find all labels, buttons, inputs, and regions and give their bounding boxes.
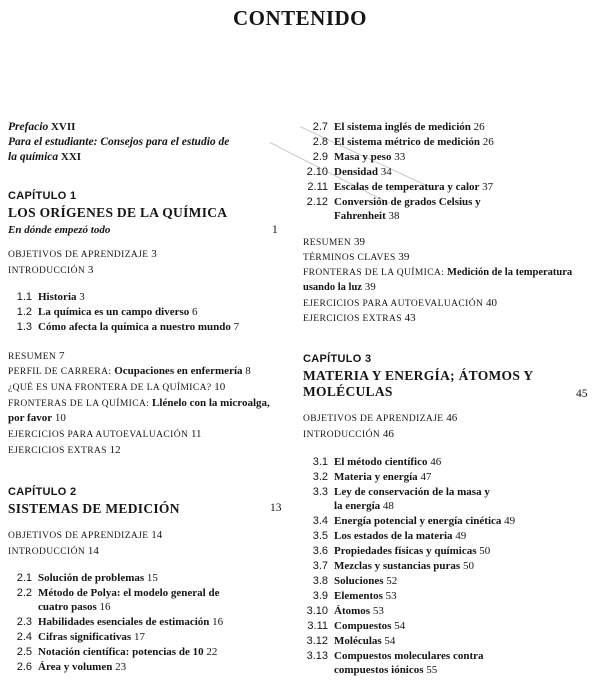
toc-section[interactable]: Materia y energía 47 <box>334 471 432 483</box>
section-number: 2.1 <box>16 572 32 584</box>
toc-fronteras-cont: por favor 10 <box>8 412 66 424</box>
toc-resumen[interactable]: RESUMEN 39 <box>303 236 365 248</box>
section-number: 3.6 <box>312 545 328 557</box>
chapter-label: CAPÍTULO 3 <box>303 353 372 365</box>
toc-fronteras[interactable]: FRONTERAS DE LA QUÍMICA: Llénelo con la microalga, <box>8 397 270 409</box>
toc-section[interactable]: El sistema métrico de medición 26 <box>334 136 494 148</box>
section-number: 2.9 <box>312 151 328 163</box>
toc-section[interactable]: El método científico 46 <box>334 456 442 468</box>
chapter-label: CAPÍTULO 1 <box>8 190 77 202</box>
chapter-title[interactable]: LOS ORÍGENES DE LA QUÍMICA <box>8 205 228 220</box>
toc-resumen[interactable]: RESUMEN 7 <box>8 350 65 362</box>
section-number: 2.11 <box>307 181 328 193</box>
toc-prefacio[interactable]: Prefacio XVII <box>8 121 76 133</box>
chapter-title-cont: MOLÉCULAS <box>303 384 393 399</box>
toc-fronteras-cont: usando la luz 39 <box>303 281 376 293</box>
toc-ejercicios-extra[interactable]: EJERCICIOS EXTRAS 43 <box>303 312 416 324</box>
section-number: 3.5 <box>312 530 328 542</box>
chapter-label: CAPÍTULO 2 <box>8 486 77 498</box>
toc-ejercicios-auto[interactable]: EJERCICIOS PARA AUTOEVALUACIÓN 11 <box>8 428 202 440</box>
toc-section[interactable]: Masa y peso 33 <box>334 151 406 163</box>
section-number: 3.13 <box>306 650 328 662</box>
toc-section[interactable]: Ley de conservación de la masa y <box>334 486 490 498</box>
toc-section[interactable]: Habilidades esenciales de estimación 16 <box>38 616 224 628</box>
section-number: 2.4 <box>16 631 32 643</box>
chapter-page: 45 <box>576 388 588 400</box>
toc-intro[interactable]: INTRODUCCIÓN 46 <box>303 428 394 440</box>
section-number: 1.1 <box>16 291 32 303</box>
toc-section[interactable]: Solución de problemas 15 <box>38 572 158 584</box>
toc-estudiante[interactable]: Para el estudiante: Consejos para el estudio de <box>8 136 230 148</box>
toc-section[interactable]: Cómo afecta la química a nuestro mundo 7 <box>38 321 240 333</box>
page-title: CONTENIDO <box>232 6 368 30</box>
section-number: 3.8 <box>312 575 328 587</box>
toc-section-cont: Fahrenheit 38 <box>334 210 400 222</box>
toc-section[interactable]: Método de Polya: el modelo general de <box>38 587 220 599</box>
chapter-page: 1 <box>272 224 278 236</box>
toc-ejercicios-extra[interactable]: EJERCICIOS EXTRAS 12 <box>8 444 121 456</box>
toc-terminos[interactable]: TÉRMINOS CLAVES 39 <box>303 251 410 263</box>
toc-section[interactable]: Moléculas 54 <box>334 635 396 647</box>
toc-objetivos[interactable]: OBJETIVOS DE APRENDIZAJE 46 <box>303 412 458 424</box>
toc-section[interactable]: Energía potencial y energía cinética 49 <box>334 515 516 527</box>
toc-section[interactable]: Compuestos moleculares contra <box>334 650 484 662</box>
section-number: 2.2 <box>16 587 32 599</box>
toc-section[interactable]: Conversión de grados Celsius y <box>334 196 481 208</box>
toc-section[interactable]: Densidad 34 <box>334 166 392 178</box>
section-number: 3.12 <box>306 635 328 647</box>
section-number: 2.10 <box>306 166 328 178</box>
toc-ejercicios-auto[interactable]: EJERCICIOS PARA AUTOEVALUACIÓN 40 <box>303 297 497 309</box>
chapter-subtitle: En dónde empezó todo <box>8 224 111 236</box>
chapter-title[interactable]: SISTEMAS DE MEDICIÓN <box>8 501 180 516</box>
section-number: 2.5 <box>16 646 32 658</box>
section-number: 3.3 <box>312 486 328 498</box>
toc-perfil[interactable]: PERFIL DE CARRERA: Ocupaciones en enfermería 8 <box>8 365 251 377</box>
section-number: 3.4 <box>312 515 328 527</box>
toc-frontera-que[interactable]: ¿QUÉ ES UNA FRONTERA DE LA QUÍMICA? 10 <box>8 381 226 393</box>
toc-section[interactable]: El sistema inglés de medición 26 <box>334 121 485 133</box>
toc-section-cont: la energía 48 <box>334 500 394 512</box>
toc-estudiante-cont: la química XXI <box>8 151 82 163</box>
toc-section[interactable]: Mezclas y sustancias puras 50 <box>334 560 474 572</box>
section-number: 2.12 <box>306 196 328 208</box>
toc-section-cont: compuestos iónicos 55 <box>334 664 438 676</box>
section-number: 1.3 <box>16 321 32 333</box>
chapter-title[interactable]: MATERIA Y ENERGÍA; ÁTOMOS Y <box>303 368 534 383</box>
section-number: 3.1 <box>312 456 328 468</box>
toc-section[interactable]: Soluciones 52 <box>334 575 398 587</box>
toc-section-cont: cuatro pasos 16 <box>38 601 111 613</box>
section-number: 3.11 <box>307 620 328 632</box>
toc-section[interactable]: Historia 3 <box>38 291 85 303</box>
section-number: 2.6 <box>16 661 32 673</box>
toc-section[interactable]: Propiedades físicas y químicas 50 <box>334 545 491 557</box>
section-number: 2.8 <box>312 136 328 148</box>
toc-section[interactable]: Cifras significativas 17 <box>38 631 145 643</box>
toc-section[interactable]: Átomos 53 <box>334 605 384 617</box>
chapter-page: 13 <box>270 502 282 514</box>
toc-section[interactable]: La química es un campo diverso 6 <box>38 306 198 318</box>
toc-section[interactable]: Escalas de temperatura y calor 37 <box>334 181 494 193</box>
toc-section[interactable]: Los estados de la materia 49 <box>334 530 467 542</box>
toc-intro[interactable]: INTRODUCCIÓN 14 <box>8 545 99 557</box>
toc-fronteras[interactable]: FRONTERAS DE LA QUÍMICA: Medición de la temperatura <box>303 267 573 278</box>
section-number: 3.10 <box>306 605 328 617</box>
toc-section[interactable]: Notación científica: potencias de 10 22 <box>38 646 218 658</box>
toc-section[interactable]: Elementos 53 <box>334 590 397 602</box>
toc-section[interactable]: Área y volumen 23 <box>38 661 127 673</box>
toc-objetivos[interactable]: OBJETIVOS DE APRENDIZAJE 3 <box>8 248 157 260</box>
section-number: 1.2 <box>16 306 32 318</box>
section-number: 3.9 <box>312 590 328 602</box>
toc-objetivos[interactable]: OBJETIVOS DE APRENDIZAJE 14 <box>8 529 163 541</box>
section-number: 2.7 <box>312 121 328 133</box>
toc-intro[interactable]: INTRODUCCIÓN 3 <box>8 264 94 276</box>
section-number: 2.3 <box>16 616 32 628</box>
section-number: 3.7 <box>312 560 328 572</box>
toc-section[interactable]: Compuestos 54 <box>334 620 406 632</box>
section-number: 3.2 <box>312 471 328 483</box>
